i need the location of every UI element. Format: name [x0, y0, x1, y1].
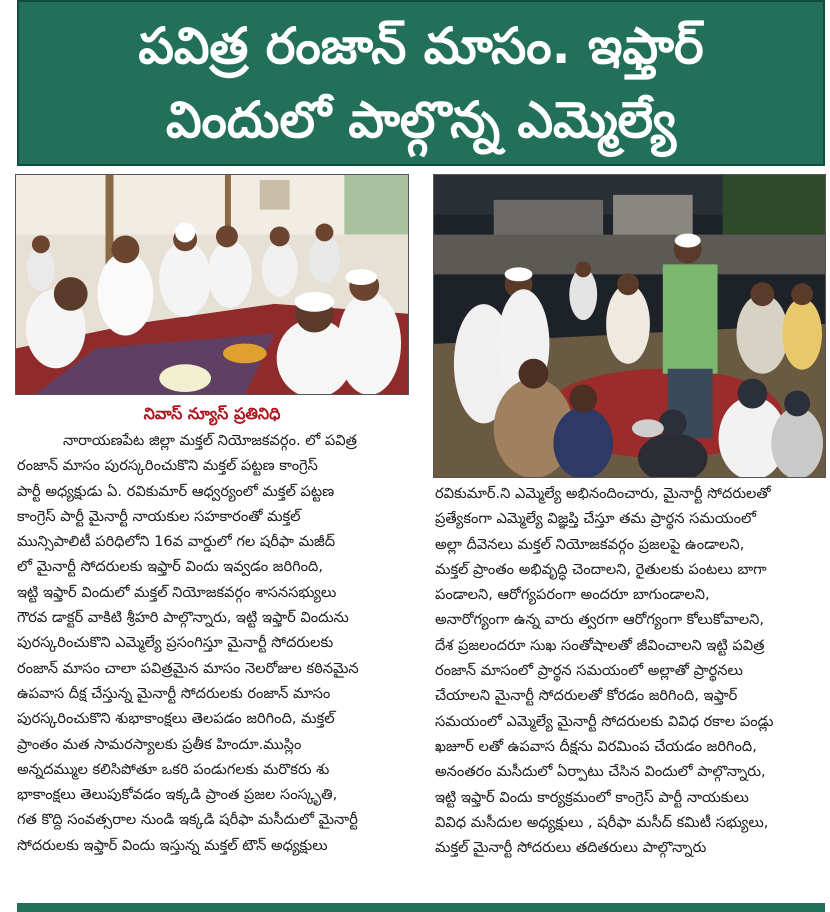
iftar-photo-left [15, 174, 409, 395]
article-line: భాకాంక్షలు తెలుపుకోవడం ఇక్కడి ప్రాంత ప్రజల సంస్కృతి, [17, 786, 338, 804]
article-line: వివిధ మసీదుల అధ్యక్షులు , షరీఫా మసీద్ కమిటీ సభ్యులు, [435, 813, 769, 831]
article-line: లో మైనార్టీ సోదరులకు ఇఫ్తార్ విందు ఇవ్వడం జరిగింది, [17, 558, 323, 576]
article-line: రంజాన్ మాసం చాలా పవిత్రమైన మాసం నెలరోజుల కఠినమైన [17, 659, 359, 677]
headline-banner [17, 0, 825, 166]
article-line: చేయాలని మైనార్టీ సోదరులతో కోరడం జరిగింది, ఇఫ్తార్ [435, 687, 738, 705]
headline-line-1: పవిత్ర రంజాన్ మాసం. ఇఫ్తార్ [138, 17, 704, 75]
article-line: గత కొద్ది సంవత్సరాల నుండి ఇక్కడి షరీఫా మసీదులో మైనార్టీ [17, 811, 358, 829]
article-line: పండాలని, ఆరోగ్యపరంగా అందరూ బాగుండాలని, [435, 586, 710, 604]
article-line: పురస్కరించుకొని శుభాకాంక్షలు తెలపడం జరిగింది, మక్తల్ [17, 710, 335, 728]
article-column-left [17, 428, 409, 858]
article-line: మక్తల్ మైనార్టీ సోదరులు తదితరులు పాల్గొన్నారు [435, 839, 707, 857]
article-line: రవికుమార్.ని ఎమ్మెల్యే అభినందించారు, మైనార్టీ సోదరులతో [435, 485, 771, 502]
article-line: నారాయణపేట జిల్లా మక్తల్ నియోజకవర్గం. లో పవిత్ర [63, 432, 358, 449]
article-line: మున్సిపాలిటీ పరిధిలోని 16వ వార్డులో గల షరీఫా మజీద్ [17, 533, 335, 551]
headline-line-2: విందులో పాల్గొన్న ఎమ్మెల్యే [165, 91, 676, 149]
article-column-right [435, 481, 827, 860]
article-line: అన్నదమ్ముల కలిసిపోతూ ఒకరి పండుగలకు మరొకరు శు [17, 760, 330, 778]
article-line: కాంగ్రెస్ పార్టీ మైనార్టీ నాయకుల సహకారంతో మక్తల్ [17, 507, 301, 525]
article-line: అనారోగ్యంగా ఉన్న వారు త్వరగా ఆరోగ్యంగా కోలుకోవాలని, [435, 611, 765, 629]
article-line: ఇట్టి ఇఫ్తార్ విందులో మక్తల్ నియోజకవర్గం శాసనసభ్యులు [17, 583, 337, 601]
article-line: అనంతరం మసీదులో ఏర్పాటు చేసిన విందులో పాల్గొన్నారు, [435, 763, 766, 781]
article-line: సమయంలో ఎమ్మెల్యే మైనార్టీ సోదరులకు వివిధ రకాల పండ్లు [435, 712, 774, 730]
iftar-photo-right [433, 174, 826, 478]
article-line: పార్టీ అధ్యక్షుడు ఏ. రవికుమార్ ఆధ్వర్యంలో మక్తల్ పట్టణ [17, 482, 335, 500]
article-line: ఉపవాస దీక్ష చేస్తున్న మైనార్టీ సోదరులకు రంజాన్ మాసం [17, 684, 331, 702]
article-line: సోదరులకు ఇఫ్తార్ విందు ఇస్తున్న మక్తల్ టౌన్ అధ్యక్షులు [17, 836, 328, 854]
article-line: ప్రాంతం మత సామరస్యాలకు ప్రతీక హిందూ.ముస్లిం [17, 735, 302, 753]
byline: నివాస్ న్యూస్ ప్రతినిధి [143, 404, 281, 423]
bottom-rule [17, 903, 825, 912]
article-line: రంజాన్ మాసంలో ప్రార్థన సమయంలో అల్లాతో ప్రార్థనలు [435, 662, 743, 680]
article-line: మక్తల్ ప్రాంతం అభివృద్ధి చెందాలని, రైతులకు పంటలు బాగా [435, 560, 767, 578]
article-line: ఖజూర్ లతో ఉపవాస దీక్షను విరమింప చేయడం జరిగింది, [435, 737, 757, 755]
article-line: గౌరవ డాక్టర్ వాకిటి శ్రీహరి పాల్గొన్నారు, ఇట్టి ఇఫ్తార్ విందును [17, 609, 349, 627]
article-line: ఇట్టి ఇఫ్తార్ విందు కార్యక్రమంలో కాంగ్రెస్ పార్టీ నాయకులు [435, 788, 749, 806]
article-line: పురస్కరించుకొని ఎమ్మెల్యే ప్రసంగిస్తూ మైనార్టీ సోదరులకు [17, 634, 334, 652]
article-line: రంజాన్ మాసం పురస్కరించుకొని మక్తల్ పట్టణ కాంగ్రెస్ [17, 457, 318, 475]
article-line: అల్లా దీవెనలు మక్తల్ నియోజకవర్గం ప్రజలపై ఉండాలని, [435, 535, 745, 553]
article-line: దేశ ప్రజలందరూ సుఖ సంతోషాలతో జీవించాలని ఇట్టి పవిత్ర [435, 636, 765, 654]
article-line: ప్రత్యేకంగా ఎమ్మెల్యే విజ్ఞప్తి చేస్తూ తమ ప్రార్థన సమయంలో [435, 510, 757, 528]
